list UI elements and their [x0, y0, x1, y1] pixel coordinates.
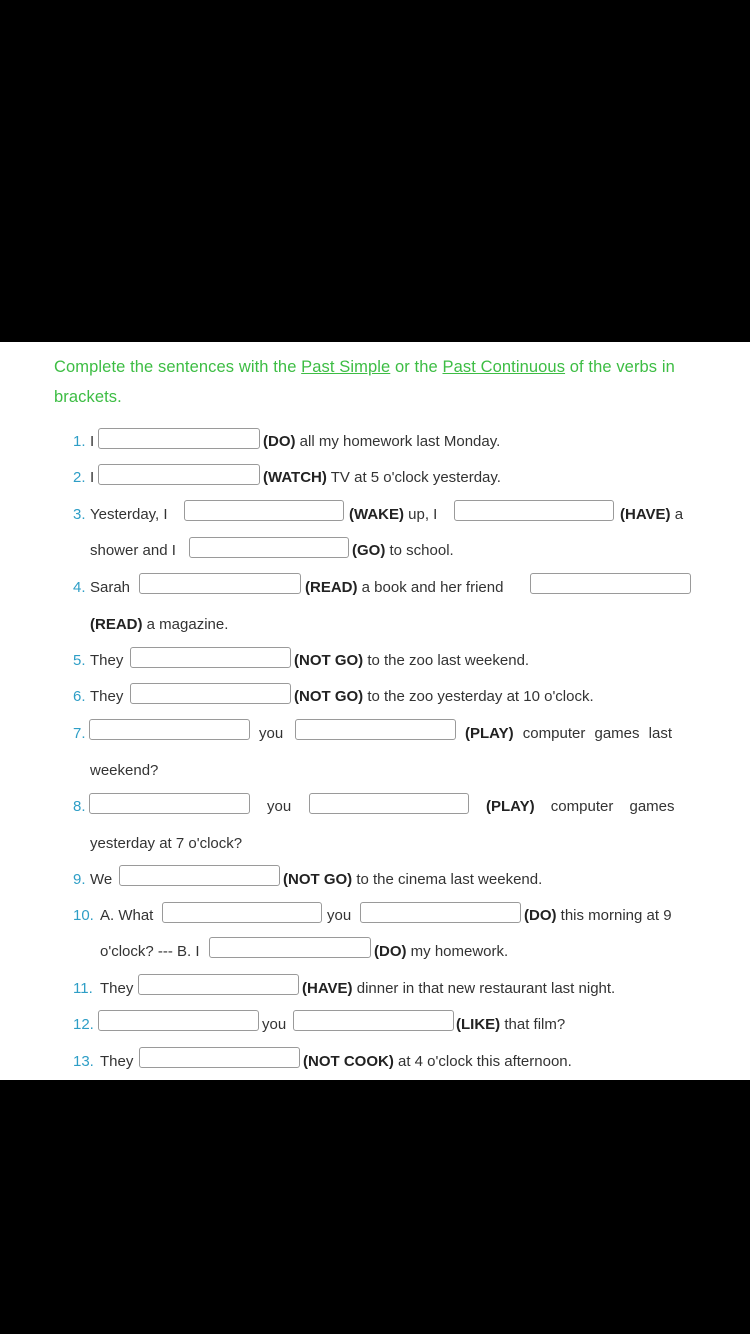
item-number: 2. — [73, 469, 86, 486]
answer-input-9[interactable] — [119, 865, 280, 886]
answer-input-12b[interactable] — [293, 1010, 454, 1031]
item-number: 5. — [73, 652, 86, 669]
sentence-line — [303, 1053, 572, 1071]
sentence-line — [465, 725, 672, 743]
answer-input-7a[interactable] — [89, 719, 250, 740]
sentence-line — [283, 871, 542, 889]
sentence-line — [90, 616, 228, 634]
sentence-text: weekend? — [90, 762, 159, 779]
sentence-text: to the zoo last weekend. — [363, 652, 530, 669]
verb-hint: (DO) — [524, 907, 557, 924]
verb-hint: (NOT GO) — [294, 652, 364, 669]
verb-hint: (HAVE) — [620, 506, 671, 523]
sentence-text: to school. — [385, 542, 454, 559]
verb-hint: (DO) — [374, 943, 407, 960]
sentence-text: to the zoo yesterday at 10 o'clock. — [363, 688, 594, 705]
sentence-text: TV at 5 o'clock yesterday. — [326, 469, 501, 486]
answer-input-10a[interactable] — [162, 902, 322, 923]
sentence-line — [456, 1016, 565, 1034]
sentence-text: at 4 o'clock this afternoon. — [393, 1053, 572, 1070]
item-number: 7. — [73, 725, 86, 742]
sentence-text: Sarah — [90, 579, 131, 596]
worksheet — [0, 342, 750, 1080]
sentence-line — [263, 469, 501, 487]
sentence-text: We — [90, 871, 113, 888]
sentence-text: up, I — [404, 506, 438, 523]
sentence-text: Yesterday, I — [90, 506, 168, 523]
answer-input-5[interactable] — [130, 647, 291, 668]
verb-hint: (HAVE) — [302, 980, 353, 997]
verb-hint: (READ) — [90, 616, 143, 633]
sentence-line — [524, 907, 672, 925]
verb-hint: (PLAY) — [486, 798, 535, 815]
past-simple-term: Past Simple — [301, 358, 391, 376]
sentence-text: to the cinema last weekend. — [352, 871, 543, 888]
verb-hint: (NOT GO) — [283, 871, 353, 888]
verb-hint: (WAKE) — [349, 506, 404, 523]
sentence-text: computer games — [534, 798, 675, 815]
sentence-line — [486, 798, 675, 816]
sentence-text: I — [90, 469, 95, 486]
sentence-text: you — [259, 725, 284, 742]
answer-input-13[interactable] — [139, 1047, 300, 1068]
answer-input-2[interactable] — [98, 464, 260, 485]
answer-input-10c[interactable] — [209, 937, 371, 958]
sentence-text: my homework. — [406, 943, 509, 960]
answer-input-8b[interactable] — [309, 793, 469, 814]
answer-input-8a[interactable] — [89, 793, 250, 814]
sentence-text: shower and I — [90, 542, 176, 559]
sentence-text: computer games last — [513, 725, 673, 742]
verb-hint: (NOT COOK) — [303, 1053, 394, 1070]
sentence-text: They — [90, 688, 124, 705]
item-number: 9. — [73, 871, 86, 888]
sentence-text: you — [267, 798, 292, 815]
sentence-text: o'clock? --- B. I — [100, 943, 200, 960]
sentence-line — [349, 506, 437, 524]
answer-input-1[interactable] — [98, 428, 260, 449]
sentence-text: They — [100, 1053, 134, 1070]
sentence-text: you — [262, 1016, 287, 1033]
sentence-line — [305, 579, 503, 597]
item-number: 3. — [73, 506, 86, 523]
sentence-line — [263, 433, 500, 451]
sentence-text: this morning at 9 — [556, 907, 672, 924]
past-continuous-term: Past Continuous — [442, 358, 566, 376]
verb-hint: (PLAY) — [465, 725, 514, 742]
item-number: 11. — [73, 980, 93, 997]
sentence-text: a magazine. — [142, 616, 229, 633]
answer-input-6[interactable] — [130, 683, 291, 704]
answer-input-3c[interactable] — [189, 537, 349, 558]
instruction-text: Complete the sentences with the — [54, 358, 302, 376]
sentence-text: dinner in that new restaurant last night. — [352, 980, 616, 997]
verb-hint: (NOT GO) — [294, 688, 364, 705]
sentence-line — [352, 542, 454, 560]
verb-hint: (DO) — [263, 433, 296, 450]
sentence-line — [620, 506, 683, 524]
sentence-text: yesterday at 7 o'clock? — [90, 835, 243, 852]
sentence-text: a — [670, 506, 684, 523]
answer-input-3b[interactable] — [454, 500, 614, 521]
item-number: 6. — [73, 688, 86, 705]
answer-input-11[interactable] — [138, 974, 299, 995]
sentence-text: all my homework last Monday. — [295, 433, 501, 450]
verb-hint: (READ) — [305, 579, 358, 596]
answer-input-10b[interactable] — [360, 902, 521, 923]
item-number: 8. — [73, 798, 86, 815]
sentence-text: They — [90, 652, 124, 669]
answer-input-4b[interactable] — [530, 573, 691, 594]
item-number: 13. — [73, 1053, 94, 1070]
sentence-line — [294, 652, 529, 670]
sentence-text: a book and her friend — [357, 579, 504, 596]
answer-input-7b[interactable] — [295, 719, 456, 740]
sentence-text: They — [100, 980, 134, 997]
sentence-text: that film? — [500, 1016, 566, 1033]
item-number: 12. — [73, 1016, 94, 1033]
item-number: 4. — [73, 579, 86, 596]
verb-hint: (LIKE) — [456, 1016, 501, 1033]
instructions — [54, 352, 704, 412]
answer-input-4a[interactable] — [139, 573, 301, 594]
verb-hint: (GO) — [352, 542, 386, 559]
sentence-text: I — [90, 433, 95, 450]
answer-input-12a[interactable] — [98, 1010, 259, 1031]
sentence-text: A. What — [100, 907, 154, 924]
answer-input-3a[interactable] — [184, 500, 344, 521]
sentence-line — [302, 980, 615, 998]
sentence-text: you — [327, 907, 352, 924]
item-number: 10. — [73, 907, 94, 924]
verb-hint: (WATCH) — [263, 469, 327, 486]
instruction-text: or the — [390, 358, 443, 376]
sentence-line — [374, 943, 508, 961]
instruction-text: of the verbs in brackets. — [54, 358, 675, 406]
item-number: 1. — [73, 433, 86, 450]
sentence-line — [294, 688, 594, 706]
